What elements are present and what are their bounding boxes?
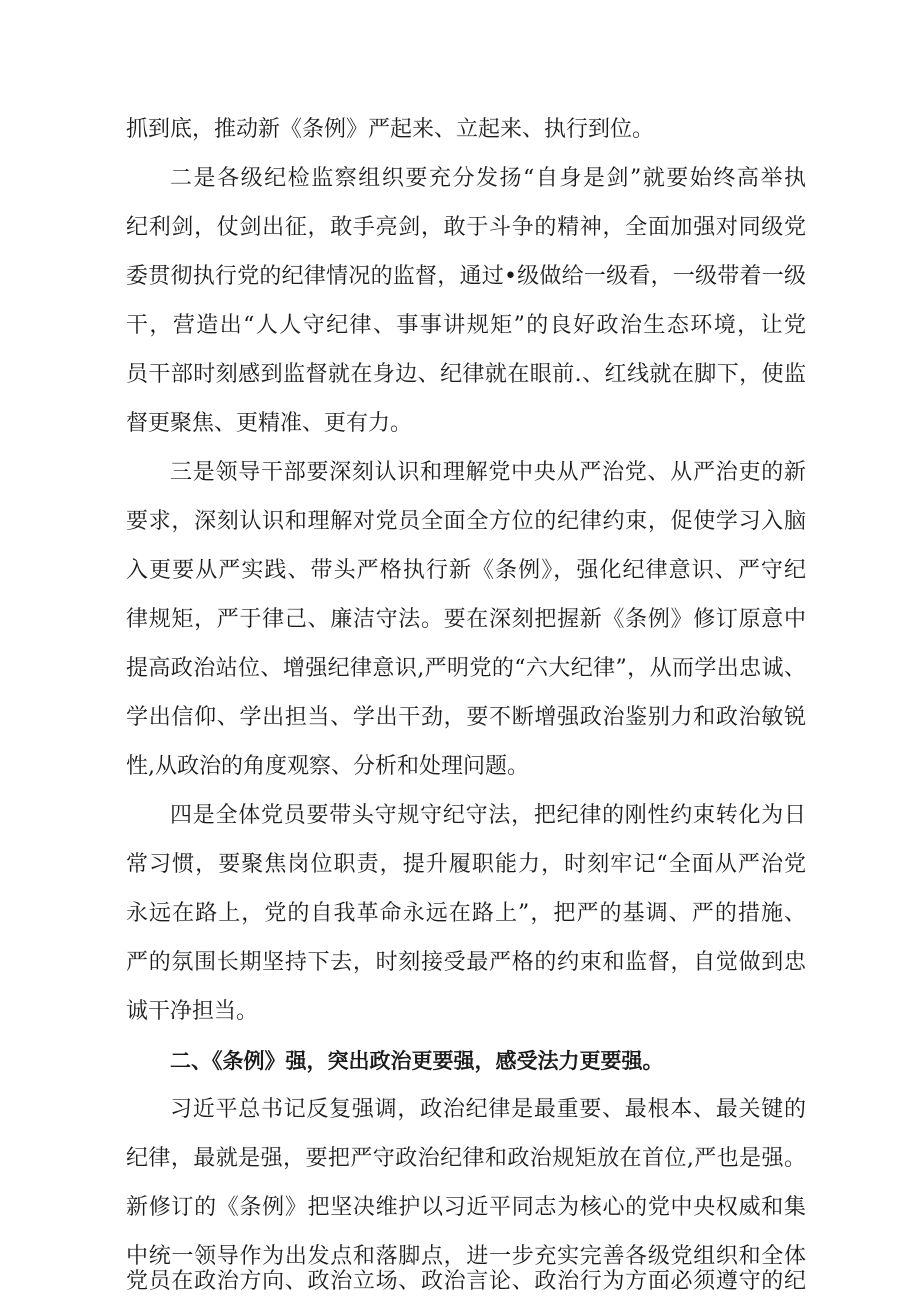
text-line: 纪利剑，仗剑出征，敢手亮剑，敢于斗争的精神，全面加强对同级党 — [126, 215, 806, 240]
text-line: 性,从政治的角度观察、分析和处理问题。 — [126, 754, 529, 779]
text-line: 干，营造出“人人守纪律、事事讲规矩”的良好政治生态环境，让党 — [126, 313, 806, 338]
text-line: 学出信仰、学出担当、学出干劲，要不断增强政治鉴别力和政治敏锐 — [126, 705, 806, 730]
text-line: 永远在路上，党的自我革命永远在路上”，把严的基调、严的措施、 — [126, 901, 806, 926]
text-line: 委贯彻执行党的纪律情况的监督，通过•级做给一级看，一级带着一级 — [126, 264, 806, 289]
text-line: 党员在政治方向、政治立场、政治言论、政治行为方面必须遵守的纪 — [126, 1269, 806, 1294]
text-line: 中统一领导作为出发点和落脚点，进一步充实完善各级党组织和全体 — [126, 1244, 806, 1269]
text-line: 常习惯，要聚焦岗位职责，提升履职能力，时刻牢记“全面从严治党 — [126, 852, 806, 877]
paragraph-start-line: 习近平总书记反复强调，政治纪律是最重要、最根本、最关键的 — [170, 1097, 806, 1122]
text-line: 提高政治站位、增强纪律意识,严明党的“六大纪律”，从而学出忠诚、 — [126, 656, 806, 681]
text-line: 新修订的《条例》把坚决维护以习近平同志为核心的党中央权威和集 — [126, 1195, 806, 1220]
paragraph-start-line: 三是领导干部要深刻认识和理解党中央从严治党、从严治吏的新 — [170, 460, 806, 485]
text-line: 入更要从严实践、带头严格执行新《条例》，强化纪律意识、严守纪 — [126, 558, 806, 583]
text-line: 员干部时刻感到监督就在身边、纪律就在眼前.、红线就在脚下，使监 — [126, 362, 806, 387]
paragraph-start-line: 四是全体党员要带头守规守纪守法，把纪律的刚性约束转化为日 — [170, 803, 806, 828]
text-line: 严的氛围长期坚持下去，时刻接受最严格的约束和监督，自觉做到忠 — [126, 950, 806, 975]
text-line: 抓到底，推动新《条例》严起来、立起来、执行到位。 — [126, 117, 655, 142]
text-line: 要求，深刻认识和理解对党员全面全方位的纪律约束，促使学习入脑 — [126, 509, 806, 534]
text-line: 纪律，最就是强，要把严守政治纪律和政治规矩放在首位,严也是强。 — [126, 1146, 806, 1171]
text-line: 督更聚焦、更精准、更有力。 — [126, 411, 413, 436]
text-line: 诚干净担当。 — [126, 999, 259, 1024]
section-heading: 二、《条例》强，突出政治更要强，感受法力更要强。 — [170, 1049, 664, 1073]
text-line: 律规矩，严于律己、廉洁守法。要在深刻把握新《条例》修订原意中 — [126, 607, 806, 632]
paragraph-start-line: 二是各级纪检监察组织要充分发扬“自身是剑”就要始终高举执 — [170, 166, 806, 191]
